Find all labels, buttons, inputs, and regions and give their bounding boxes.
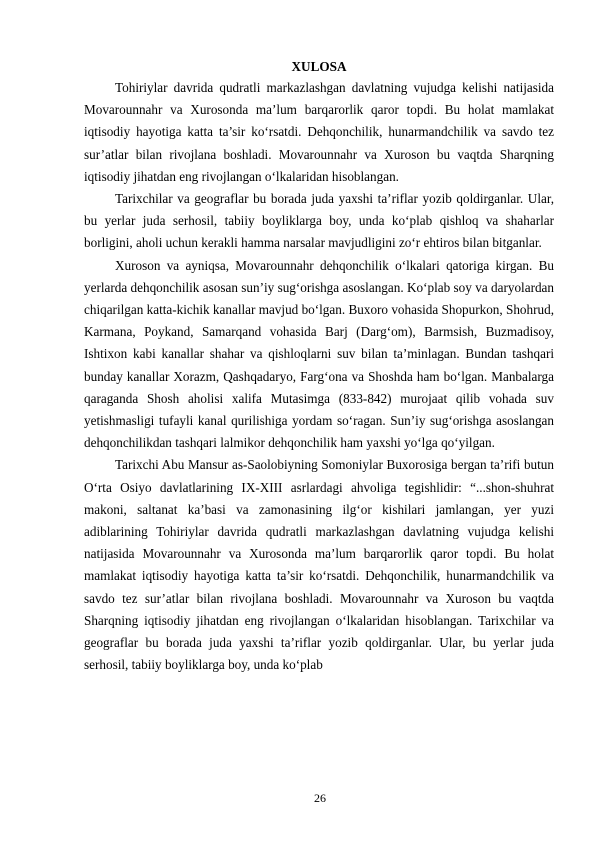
paragraph-3: Xuroson va ayniqsa, Movarounnahr dehqonchilik o‘lkalari qatoriga kirgan. Bu yerlarda dehqonchilik asosan sun’iy sug‘orishga asoslangan. Ko‘plab soy va daryolardan chiqarilgan katta-kichik kanallar mavjud bo‘lgan. Buxoro vohasida Shopurkon, Shohrud, Karmana, Poykand, Samarqand vohasida Barj (Darg‘om), Barmsish, Buzmadisoy, Ishtixon kabi kanallar shahar va qishloqlarni suv bilan ta’minlagan. Bundan tashqari bunday kanallar Xorazm, Qashqadaryo, Farg‘ona va Shoshda ham bo‘lgan. Manbalarga qaraganda Shosh aholisi xalifa Mutasimga (833-842) murojaat qilib vohada suv yetishmasligi tufayli kanal qurilishiga yordam so‘ragan. Sun’iy sug‘orishga asoslangan dehqonchilikdan tashqari lalmikor dehqonchilik ham yaxshi yo‘lga qo‘yilgan. — [84, 257, 554, 451]
document-page — [84, 57, 554, 676]
paragraph-1: Tohiriylar davrida qudratli markazlashgan davlatning vujudga kelishi natijasida Movarounnahr va Xurosonda ma’lum barqarorlik qaror topdi. Bu holat mamlakat iqtisodiy hayotiga katta ta’sir ko‘rsatdi. Dehqonchilik, hunarmandchilik va savdo tez sur’atlar bilan rivojlana boshladi. Movarounnahr va Xuroson bu vaqtda Sharqning iqtisodiy jihatdan eng rivojlangan o‘lkalaridan hisoblangan. — [84, 80, 554, 184]
section-title: XULOSA — [291, 59, 347, 74]
paragraph-4: Tarixchi Abu Mansur as-Saolobiyning Somoniylar Buxorosiga bergan ta’rifi butun O‘rta Osiyo davlatlarining IX-XIII asrlardagi ahvoliga tegishlidir: “...shon-shuhrat makoni, saltanat ka’basi va zamonasining ilg‘or kishilari jamlangan, yer yuzi adiblarining Tohiriylar davrida qudratli markazlashgan davlatning vujudga kelishi natijasida Movarounnahr va Xurosonda ma’lum barqarorlik qaror topdi. Bu holat mamlakat iqtisodiy hayotiga katta ta’sir ko‘rsatdi. Dehqonchilik, hunarmandchilik va savdo tez sur’atlar bilan rivojlana boshladi. Movarounnahr va Xuroson bu vaqtda Sharqning iqtisodiy jihatdan eng rivojlangan o‘lkalaridan hisoblangan. Tarixchilar va geograflar bu borada juda yaxshi ta’riflar yozib qoldirganlar. Ular, bu yerlar juda serhosil, tabiiy boyliklarga boy, unda ko‘plab — [84, 457, 554, 673]
paragraph-2: Tarixchilar va geograflar bu borada juda yaxshi ta’riflar yozib qoldirganlar. Ular, bu yerlar juda serhosil, tabiiy boyliklarga boy, unda ko‘plab qishloq va shaharlar borligini, aholi uchun kerakli hamma narsalar mavjudligini zo‘r ehtiros bilan bitganlar. — [84, 191, 554, 251]
page-number: 26 — [314, 791, 326, 805]
